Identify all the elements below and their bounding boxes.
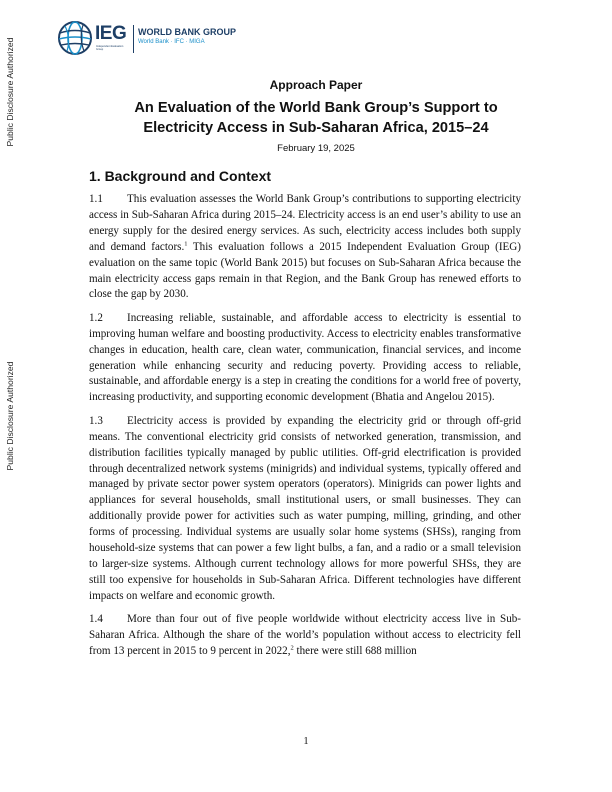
logo-ieg-text: IEG [95, 23, 127, 44]
body-text [89, 192, 521, 667]
footnote-ref[interactable]: 1 [184, 240, 188, 248]
disclosure-label-text: Public Disclosure Authorized [5, 361, 15, 471]
paragraph-number: 1.3 [89, 414, 103, 427]
globe-icon [57, 20, 93, 56]
paragraph-number: 1.4 [89, 613, 103, 626]
paragraph-number: 1.2 [89, 311, 103, 324]
document-title [80, 98, 552, 138]
paragraph-text: More than four out of five people worldwide without electricity access live in Sub-Saharan Africa. Although the share of the world’s population without access to electricity fell from 13 percent in 2015 to 9 percent in 2022, [89, 613, 521, 657]
logo-tiny-text: Independent Evaluation Group [96, 45, 124, 51]
section-heading: 1. Background and Context [89, 168, 272, 184]
paragraph-number: 1.1 [89, 193, 103, 205]
document-type: Approach Paper [269, 78, 363, 92]
paragraph-1-4 [89, 612, 521, 660]
page-number: 1 [303, 736, 309, 747]
disclosure-label-top [3, 12, 17, 172]
title-line-1: An Evaluation of the World Bank Group’s Support to [134, 100, 498, 116]
disclosure-label-middle [3, 336, 17, 496]
paragraph-text: Increasing reliable, sustainable, and affordable access to electricity is essential to improving human welfare and boosting productivity. Access to electricity enables transformative changes in education, health care, clean water, communication, financial services, and income generation while enhancing security and reducing poverty. Providing access to reliable, sustainable, and affordable energy is a step in creating the conditions for a world free of poverty, increasing productivity, and supporting economic development (Bhatia and Angelou 2015). [89, 311, 521, 404]
disclosure-label-text: Public Disclosure Authorized [5, 37, 15, 147]
paragraph-text-cont: This evaluation follows a 2015 Independent Evaluation Group (IEG) evaluation on the same topic (World Bank 2015) but focuses on Sub-Saharan Africa because the main electricity access gaps remain in that Region, and the Bank Group has renewed efforts to close the gap by 2030. [89, 240, 522, 301]
document-date: February 19, 2025 [277, 143, 355, 154]
footnote-ref[interactable]: 2 [290, 644, 294, 652]
paragraph-text: This evaluation assesses the World Bank Group’s contributions to supporting electricity access in Sub-Saharan Africa during 2015–24. Electricity access is an end user’s ability to use an energy supply for the desired energy services. As such, electricity access includes both supply and demand factors. [89, 193, 521, 253]
paragraph-1-2 [89, 311, 521, 406]
logo-group-name: WORLD BANK GROUP [138, 27, 236, 37]
paragraph-1-3 [89, 414, 521, 605]
logo-members: World Bank · IFC · MIGA [138, 39, 205, 45]
logo-divider [133, 25, 134, 53]
paragraph-1-1 [89, 192, 521, 303]
title-line-2: Electricity Access in Sub-Saharan Africa, 2015–24 [143, 120, 489, 136]
paragraph-text: Electricity access is provided by expanding the electricity grid or through off-grid means. The conventional electricity grid consists of networked generation, transmission, and distribution facilities typically managed by public utilities. Off-grid electrification is provided through decentralized network systems (minigrids) and individual systems, typically offered and managed by private sector power system operators (operators). Minigrids can power lights and appliances for several households, small institutional users, or small businesses. They can additionally provide power for activities such as water pumping, milling, grinding, and other forms of processing. Individual systems are usually solar home systems (SHSs), ranging from household-size systems that can power a few light bulbs, a fan, and a radio or a small television to larger-size systems. Although current technology allows for more powerful SHSs, they are still too expensive for households in Sub-Saharan Africa. Different technologies have different impacts on welfare and economic growth. [89, 414, 521, 602]
paragraph-text-cont: there were still 688 million [293, 644, 417, 657]
